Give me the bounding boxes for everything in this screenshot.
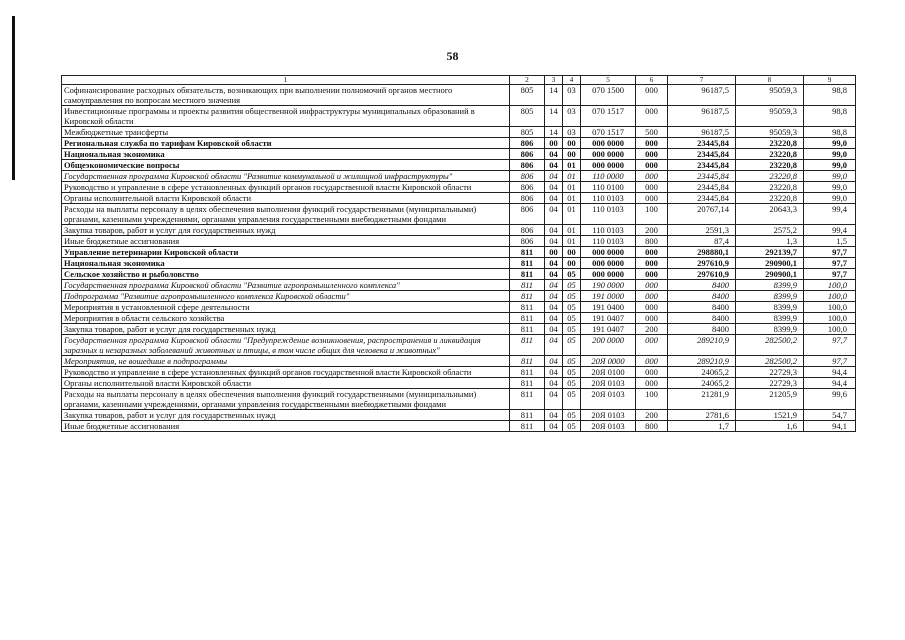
execution-percent-cell: 98,8 [804, 127, 856, 138]
subsection-code-cell: 05 [563, 389, 581, 410]
section-code-cell: 14 [545, 106, 563, 127]
expense-type-cell: 200 [636, 225, 668, 236]
table-row [62, 247, 856, 258]
table-row [62, 193, 856, 204]
expense-type-cell: 100 [636, 389, 668, 410]
subsection-code-cell: 03 [563, 85, 581, 106]
section-code-cell: 04 [545, 313, 563, 324]
target-article-cell: 000 0000 [581, 160, 636, 171]
section-code-cell: 04 [545, 149, 563, 160]
table-row [62, 280, 856, 291]
table-row [62, 389, 856, 410]
expense-name-cell: Инвестиционные программы и проекты развития общественной инфраструктуры муниципальных образований в Кировской области [62, 106, 510, 127]
planned-amount-cell: 96187,5 [668, 85, 736, 106]
expense-name-cell: Управление ветеринарии Кировской области [62, 247, 510, 258]
execution-percent-cell: 100,0 [804, 313, 856, 324]
table-row [62, 236, 856, 247]
department-code-cell: 805 [510, 85, 545, 106]
expense-type-cell: 000 [636, 258, 668, 269]
subsection-code-cell: 05 [563, 313, 581, 324]
target-article-cell: 20Я 0103 [581, 410, 636, 421]
planned-amount-cell: 23445,84 [668, 193, 736, 204]
expense-name-cell: Сельское хозяйство и рыболовство [62, 269, 510, 280]
execution-percent-cell: 97,7 [804, 356, 856, 367]
planned-amount-cell: 289210,9 [668, 356, 736, 367]
target-article-cell: 20Я 0103 [581, 378, 636, 389]
expense-name-cell: Мероприятия в установленной сфере деятельности [62, 302, 510, 313]
budget-table [61, 75, 856, 432]
subsection-code-cell: 05 [563, 324, 581, 335]
table-row [62, 335, 856, 356]
actual-amount-cell: 20643,3 [736, 204, 804, 225]
column-number-7: 7 [668, 76, 736, 85]
expense-name-cell: Расходы на выплаты персоналу в целях обеспечения выполнения функций государственными (муниципальными) органами, казенными учреждениями, органами управления государственными внебюджетными фондами [62, 204, 510, 225]
table-row [62, 367, 856, 378]
actual-amount-cell: 23220,8 [736, 182, 804, 193]
execution-percent-cell: 99,6 [804, 389, 856, 410]
subsection-code-cell: 05 [563, 335, 581, 356]
department-code-cell: 811 [510, 356, 545, 367]
budget-table-body [62, 76, 856, 432]
target-article-cell: 070 1517 [581, 106, 636, 127]
department-code-cell: 811 [510, 367, 545, 378]
expense-name-cell: Общеэкономические вопросы [62, 160, 510, 171]
column-number-3: 3 [545, 76, 563, 85]
execution-percent-cell: 99,0 [804, 193, 856, 204]
target-article-cell: 070 1500 [581, 85, 636, 106]
section-code-cell: 04 [545, 356, 563, 367]
section-code-cell: 04 [545, 171, 563, 182]
expense-type-cell: 200 [636, 410, 668, 421]
section-code-cell: 04 [545, 389, 563, 410]
department-code-cell: 811 [510, 247, 545, 258]
section-code-cell: 04 [545, 204, 563, 225]
target-article-cell: 191 0407 [581, 324, 636, 335]
planned-amount-cell: 23445,84 [668, 160, 736, 171]
department-code-cell: 811 [510, 302, 545, 313]
section-code-cell: 04 [545, 421, 563, 432]
section-code-cell: 14 [545, 127, 563, 138]
department-code-cell: 811 [510, 269, 545, 280]
planned-amount-cell: 24065,2 [668, 367, 736, 378]
page-number: 58 [446, 49, 459, 63]
department-code-cell: 811 [510, 389, 545, 410]
subsection-code-cell: 01 [563, 225, 581, 236]
expense-type-cell: 000 [636, 106, 668, 127]
department-code-cell: 806 [510, 182, 545, 193]
subsection-code-cell: 05 [563, 291, 581, 302]
table-row [62, 225, 856, 236]
column-number-4: 4 [563, 76, 581, 85]
target-article-cell: 191 0000 [581, 291, 636, 302]
column-number-6: 6 [636, 76, 668, 85]
expense-type-cell: 100 [636, 204, 668, 225]
subsection-code-cell: 03 [563, 127, 581, 138]
execution-percent-cell: 99,4 [804, 225, 856, 236]
expense-name-cell: Подпрограмма "Развитие агропромышленного комплекса Кировской области" [62, 291, 510, 302]
table-row [62, 302, 856, 313]
table-row [62, 356, 856, 367]
execution-percent-cell: 100,0 [804, 280, 856, 291]
subsection-code-cell: 00 [563, 247, 581, 258]
expense-type-cell: 000 [636, 171, 668, 182]
target-article-cell: 110 0103 [581, 225, 636, 236]
expense-name-cell: Мероприятия, не вошедшие в подпрограммы [62, 356, 510, 367]
planned-amount-cell: 289210,9 [668, 335, 736, 356]
expense-name-cell: Иные бюджетные ассигнования [62, 236, 510, 247]
actual-amount-cell: 8399,9 [736, 291, 804, 302]
subsection-code-cell: 00 [563, 149, 581, 160]
target-article-cell: 000 0000 [581, 247, 636, 258]
section-code-cell: 04 [545, 378, 563, 389]
target-article-cell: 110 0103 [581, 204, 636, 225]
section-code-cell: 04 [545, 258, 563, 269]
execution-percent-cell: 98,8 [804, 85, 856, 106]
department-code-cell: 811 [510, 291, 545, 302]
planned-amount-cell: 8400 [668, 324, 736, 335]
target-article-cell: 000 0000 [581, 138, 636, 149]
actual-amount-cell: 22729,3 [736, 378, 804, 389]
actual-amount-cell: 8399,9 [736, 324, 804, 335]
planned-amount-cell: 96187,5 [668, 106, 736, 127]
actual-amount-cell: 23220,8 [736, 160, 804, 171]
expense-name-cell: Софинансирование расходных обязательств, возникающих при выполнении полномочий органов местного самоуправления по вопросам местного значения [62, 85, 510, 106]
subsection-code-cell: 01 [563, 182, 581, 193]
execution-percent-cell: 98,8 [804, 106, 856, 127]
actual-amount-cell: 8399,9 [736, 302, 804, 313]
target-article-cell: 110 0000 [581, 171, 636, 182]
table-row [62, 182, 856, 193]
planned-amount-cell: 8400 [668, 302, 736, 313]
planned-amount-cell: 96187,5 [668, 127, 736, 138]
table-row [62, 127, 856, 138]
department-code-cell: 811 [510, 335, 545, 356]
table-row [62, 313, 856, 324]
subsection-code-cell: 05 [563, 280, 581, 291]
expense-type-cell: 000 [636, 356, 668, 367]
planned-amount-cell: 21281,9 [668, 389, 736, 410]
target-article-cell: 20Я 0100 [581, 367, 636, 378]
planned-amount-cell: 8400 [668, 291, 736, 302]
department-code-cell: 805 [510, 106, 545, 127]
subsection-code-cell: 05 [563, 269, 581, 280]
actual-amount-cell: 1521,9 [736, 410, 804, 421]
expense-type-cell: 000 [636, 280, 668, 291]
department-code-cell: 806 [510, 193, 545, 204]
subsection-code-cell: 05 [563, 378, 581, 389]
actual-amount-cell: 2575,2 [736, 225, 804, 236]
planned-amount-cell: 24065,2 [668, 378, 736, 389]
subsection-code-cell: 00 [563, 258, 581, 269]
department-code-cell: 811 [510, 313, 545, 324]
target-article-cell: 110 0103 [581, 193, 636, 204]
subsection-code-cell: 01 [563, 193, 581, 204]
planned-amount-cell: 20767,14 [668, 204, 736, 225]
target-article-cell: 191 0400 [581, 302, 636, 313]
section-code-cell: 04 [545, 367, 563, 378]
expense-type-cell: 000 [636, 247, 668, 258]
table-row [62, 410, 856, 421]
planned-amount-cell: 297610,9 [668, 269, 736, 280]
expense-type-cell: 000 [636, 269, 668, 280]
planned-amount-cell: 2781,6 [668, 410, 736, 421]
department-code-cell: 811 [510, 378, 545, 389]
table-row [62, 269, 856, 280]
table-row [62, 106, 856, 127]
expense-name-cell: Государственная программа Кировской области "Развитие коммунальной и жилищной инфраструктуры" [62, 171, 510, 182]
execution-percent-cell: 99,0 [804, 182, 856, 193]
binding-margin-line [12, 16, 15, 180]
subsection-code-cell: 05 [563, 367, 581, 378]
section-code-cell: 04 [545, 291, 563, 302]
actual-amount-cell: 292139,7 [736, 247, 804, 258]
expense-type-cell: 000 [636, 291, 668, 302]
expense-type-cell: 800 [636, 421, 668, 432]
table-row [62, 324, 856, 335]
target-article-cell: 110 0103 [581, 236, 636, 247]
expense-type-cell: 800 [636, 236, 668, 247]
planned-amount-cell: 23445,84 [668, 171, 736, 182]
target-article-cell: 000 0000 [581, 149, 636, 160]
actual-amount-cell: 282500,2 [736, 335, 804, 356]
department-code-cell: 806 [510, 160, 545, 171]
expense-type-cell: 000 [636, 85, 668, 106]
execution-percent-cell: 99,0 [804, 149, 856, 160]
execution-percent-cell: 100,0 [804, 291, 856, 302]
planned-amount-cell: 8400 [668, 313, 736, 324]
table-row [62, 204, 856, 225]
expense-type-cell: 000 [636, 313, 668, 324]
actual-amount-cell: 23220,8 [736, 171, 804, 182]
execution-percent-cell: 100,0 [804, 302, 856, 313]
section-code-cell: 04 [545, 302, 563, 313]
section-code-cell: 04 [545, 335, 563, 356]
table-row [62, 258, 856, 269]
subsection-code-cell: 00 [563, 138, 581, 149]
table-row [62, 171, 856, 182]
column-number-1: 1 [62, 76, 510, 85]
expense-name-cell: Государственная программа Кировской области "Развитие агропромышленного комплекса" [62, 280, 510, 291]
actual-amount-cell: 23220,8 [736, 149, 804, 160]
target-article-cell: 000 0000 [581, 258, 636, 269]
expense-name-cell: Государственная программа Кировской области "Предупреждение возникновения, распространения и ликвидация заразных и незаразных заболеваний животных и птицы, в том числе общих для человека и животных" [62, 335, 510, 356]
table-row [62, 421, 856, 432]
actual-amount-cell: 1,6 [736, 421, 804, 432]
department-code-cell: 811 [510, 421, 545, 432]
actual-amount-cell: 290900,1 [736, 269, 804, 280]
actual-amount-cell: 21205,9 [736, 389, 804, 410]
execution-percent-cell: 54,7 [804, 410, 856, 421]
subsection-code-cell: 05 [563, 410, 581, 421]
execution-percent-cell: 99,0 [804, 160, 856, 171]
planned-amount-cell: 87,4 [668, 236, 736, 247]
target-article-cell: 190 0000 [581, 280, 636, 291]
actual-amount-cell: 23220,8 [736, 138, 804, 149]
department-code-cell: 811 [510, 410, 545, 421]
table-row [62, 378, 856, 389]
department-code-cell: 811 [510, 324, 545, 335]
execution-percent-cell: 1,5 [804, 236, 856, 247]
expense-type-cell: 000 [636, 138, 668, 149]
actual-amount-cell: 290900,1 [736, 258, 804, 269]
execution-percent-cell: 94,1 [804, 421, 856, 432]
planned-amount-cell: 8400 [668, 280, 736, 291]
table-row [62, 291, 856, 302]
table-row [62, 160, 856, 171]
department-code-cell: 806 [510, 236, 545, 247]
execution-percent-cell: 97,7 [804, 247, 856, 258]
target-article-cell: 20Я 0103 [581, 421, 636, 432]
target-article-cell: 110 0100 [581, 182, 636, 193]
planned-amount-cell: 298880,1 [668, 247, 736, 258]
execution-percent-cell: 99,4 [804, 204, 856, 225]
planned-amount-cell: 2591,3 [668, 225, 736, 236]
expense-type-cell: 000 [636, 182, 668, 193]
execution-percent-cell: 99,0 [804, 171, 856, 182]
expense-type-cell: 000 [636, 193, 668, 204]
table-row [62, 138, 856, 149]
column-number-9: 9 [804, 76, 856, 85]
section-code-cell: 00 [545, 138, 563, 149]
target-article-cell: 000 0000 [581, 269, 636, 280]
subsection-code-cell: 01 [563, 204, 581, 225]
expense-name-cell: Руководство и управление в сфере установленных функций органов государственной власти Кировской области [62, 367, 510, 378]
column-number-5: 5 [581, 76, 636, 85]
actual-amount-cell: 95059,3 [736, 85, 804, 106]
expense-name-cell: Органы исполнительной власти Кировской области [62, 193, 510, 204]
section-code-cell: 04 [545, 236, 563, 247]
planned-amount-cell: 23445,84 [668, 138, 736, 149]
section-code-cell: 00 [545, 247, 563, 258]
actual-amount-cell: 8399,9 [736, 280, 804, 291]
execution-percent-cell: 99,0 [804, 138, 856, 149]
expense-type-cell: 000 [636, 378, 668, 389]
expense-name-cell: Межбюджетные трансферты [62, 127, 510, 138]
department-code-cell: 811 [510, 280, 545, 291]
actual-amount-cell: 1,3 [736, 236, 804, 247]
execution-percent-cell: 97,7 [804, 269, 856, 280]
target-article-cell: 20Я 0000 [581, 356, 636, 367]
department-code-cell: 806 [510, 138, 545, 149]
expense-type-cell: 200 [636, 324, 668, 335]
planned-amount-cell: 297610,9 [668, 258, 736, 269]
expense-name-cell: Мероприятия в области сельского хозяйства [62, 313, 510, 324]
department-code-cell: 806 [510, 204, 545, 225]
section-code-cell: 04 [545, 225, 563, 236]
expense-type-cell: 000 [636, 160, 668, 171]
expense-type-cell: 000 [636, 302, 668, 313]
expense-type-cell: 000 [636, 149, 668, 160]
section-code-cell: 04 [545, 182, 563, 193]
target-article-cell: 070 1517 [581, 127, 636, 138]
section-code-cell: 04 [545, 193, 563, 204]
actual-amount-cell: 95059,3 [736, 127, 804, 138]
execution-percent-cell: 100,0 [804, 324, 856, 335]
subsection-code-cell: 05 [563, 302, 581, 313]
department-code-cell: 805 [510, 127, 545, 138]
section-code-cell: 04 [545, 324, 563, 335]
expense-name-cell: Национальная экономика [62, 149, 510, 160]
subsection-code-cell: 01 [563, 236, 581, 247]
subsection-code-cell: 03 [563, 106, 581, 127]
actual-amount-cell: 22729,3 [736, 367, 804, 378]
expense-name-cell: Национальная экономика [62, 258, 510, 269]
expense-type-cell: 000 [636, 335, 668, 356]
expense-name-cell: Региональная служба по тарифам Кировской области [62, 138, 510, 149]
expense-type-cell: 000 [636, 367, 668, 378]
expense-name-cell: Закупка товаров, работ и услуг для государственных нужд [62, 410, 510, 421]
column-number-2: 2 [510, 76, 545, 85]
table-row [62, 85, 856, 106]
expense-name-cell: Руководство и управление в сфере установленных функций органов государственной власти Кировской области [62, 182, 510, 193]
target-article-cell: 191 0407 [581, 313, 636, 324]
actual-amount-cell: 23220,8 [736, 193, 804, 204]
subsection-code-cell: 05 [563, 421, 581, 432]
department-code-cell: 806 [510, 225, 545, 236]
actual-amount-cell: 282500,2 [736, 356, 804, 367]
planned-amount-cell: 1,7 [668, 421, 736, 432]
expense-type-cell: 500 [636, 127, 668, 138]
execution-percent-cell: 97,7 [804, 258, 856, 269]
subsection-code-cell: 01 [563, 160, 581, 171]
subsection-code-cell: 01 [563, 171, 581, 182]
section-code-cell: 04 [545, 160, 563, 171]
section-code-cell: 04 [545, 410, 563, 421]
actual-amount-cell: 95059,3 [736, 106, 804, 127]
column-number-row [62, 76, 856, 85]
expense-name-cell: Закупка товаров, работ и услуг для государственных нужд [62, 225, 510, 236]
department-code-cell: 811 [510, 258, 545, 269]
execution-percent-cell: 94,4 [804, 378, 856, 389]
department-code-cell: 806 [510, 149, 545, 160]
department-code-cell: 806 [510, 171, 545, 182]
section-code-cell: 04 [545, 280, 563, 291]
target-article-cell: 20Я 0103 [581, 389, 636, 410]
expense-name-cell: Органы исполнительной власти Кировской области [62, 378, 510, 389]
expense-name-cell: Иные бюджетные ассигнования [62, 421, 510, 432]
table-row [62, 149, 856, 160]
execution-percent-cell: 97,7 [804, 335, 856, 356]
column-number-8: 8 [736, 76, 804, 85]
target-article-cell: 200 0000 [581, 335, 636, 356]
planned-amount-cell: 23445,84 [668, 182, 736, 193]
expense-name-cell: Закупка товаров, работ и услуг для государственных нужд [62, 324, 510, 335]
actual-amount-cell: 8399,9 [736, 313, 804, 324]
subsection-code-cell: 05 [563, 356, 581, 367]
planned-amount-cell: 23445,84 [668, 149, 736, 160]
execution-percent-cell: 94,4 [804, 367, 856, 378]
section-code-cell: 04 [545, 269, 563, 280]
section-code-cell: 14 [545, 85, 563, 106]
expense-name-cell: Расходы на выплаты персоналу в целях обеспечения выполнения функций государственными (муниципальными) органами, казенными учреждениями, органами управления государственными внебюджетными фондами [62, 389, 510, 410]
